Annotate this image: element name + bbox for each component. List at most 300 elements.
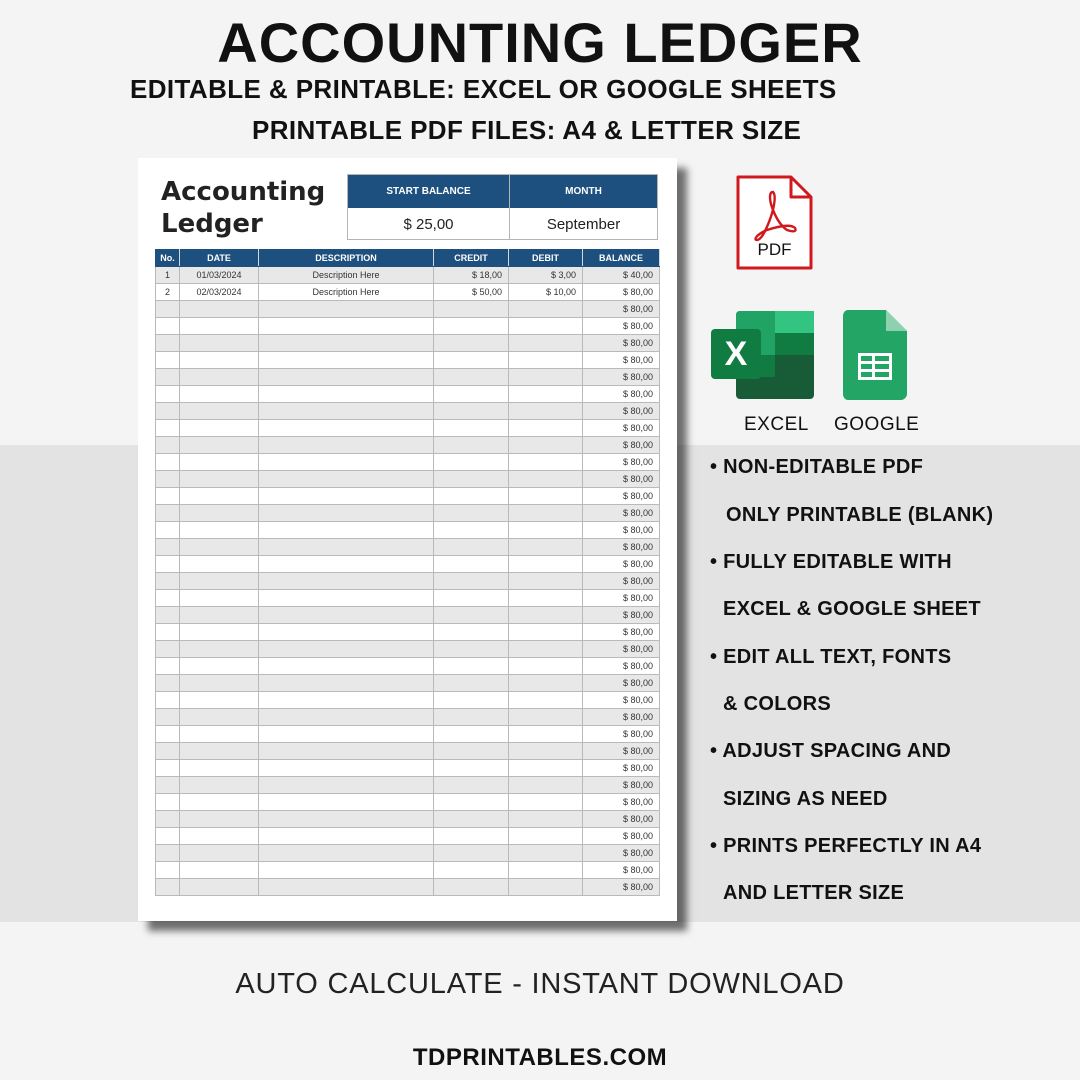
sheet-title-line2: Ledger [161, 209, 263, 239]
cell-date [180, 437, 259, 454]
cell-credit [434, 522, 509, 539]
cell-balance: $ 80,00 [583, 454, 660, 471]
bullet-line-4: EXCEL & GOOGLE SHEET [723, 598, 981, 620]
cell-debit [509, 573, 583, 590]
cell-debit [509, 607, 583, 624]
cell-description [259, 760, 434, 777]
cell-description [259, 454, 434, 471]
cell-balance: $ 80,00 [583, 828, 660, 845]
cell-date [180, 743, 259, 760]
table-row [156, 454, 660, 471]
cell-no [156, 369, 180, 386]
cell-description [259, 539, 434, 556]
cell-date [180, 692, 259, 709]
table-row [156, 301, 660, 318]
cell-date [180, 420, 259, 437]
cell-credit [434, 454, 509, 471]
table-row [156, 471, 660, 488]
cell-no [156, 437, 180, 454]
cell-debit [509, 709, 583, 726]
cell-description: Description Here [259, 284, 434, 301]
cell-no [156, 879, 180, 896]
cell-no [156, 539, 180, 556]
cell-no [156, 471, 180, 488]
ledger-table [155, 249, 660, 896]
table-row [156, 726, 660, 743]
cell-description [259, 811, 434, 828]
cell-date [180, 454, 259, 471]
cell-balance: $ 80,00 [583, 505, 660, 522]
cell-date: 02/03/2024 [180, 284, 259, 301]
cell-debit [509, 811, 583, 828]
cell-no [156, 607, 180, 624]
table-row [156, 777, 660, 794]
table-row [156, 794, 660, 811]
cell-balance: $ 80,00 [583, 420, 660, 437]
bullet-line-1: • NON-EDITABLE PDF [710, 456, 924, 478]
cell-balance: $ 80,00 [583, 352, 660, 369]
cell-no [156, 318, 180, 335]
cell-balance: $ 80,00 [583, 335, 660, 352]
cell-description [259, 590, 434, 607]
table-row [156, 760, 660, 777]
cell-description [259, 607, 434, 624]
cell-date [180, 675, 259, 692]
cell-debit [509, 675, 583, 692]
col-credit: CREDIT [434, 250, 509, 267]
table-row [156, 845, 660, 862]
table-row [156, 692, 660, 709]
cell-debit [509, 352, 583, 369]
cell-balance: $ 80,00 [583, 573, 660, 590]
table-row [156, 590, 660, 607]
cell-description [259, 709, 434, 726]
table-row [156, 420, 660, 437]
cell-description [259, 862, 434, 879]
table-row [156, 675, 660, 692]
cell-balance: $ 80,00 [583, 709, 660, 726]
bullet-line-5: • EDIT ALL TEXT, FONTS [710, 646, 952, 668]
bullet-line-10: AND LETTER SIZE [723, 882, 905, 904]
cell-date [180, 658, 259, 675]
cell-balance: $ 80,00 [583, 760, 660, 777]
cell-no [156, 828, 180, 845]
cell-balance: $ 80,00 [583, 284, 660, 301]
excel-icon [710, 309, 816, 401]
cell-debit [509, 335, 583, 352]
cell-no [156, 454, 180, 471]
table-row [156, 505, 660, 522]
col-balance: BALANCE [583, 250, 660, 267]
cell-no [156, 386, 180, 403]
cell-balance: $ 80,00 [583, 743, 660, 760]
start-balance-label: START BALANCE [348, 175, 509, 208]
cell-credit [434, 335, 509, 352]
cell-no [156, 709, 180, 726]
cell-debit [509, 726, 583, 743]
cell-balance: $ 80,00 [583, 488, 660, 505]
google-label: GOOGLE [834, 414, 920, 435]
cell-credit [434, 488, 509, 505]
cell-credit [434, 777, 509, 794]
cell-date [180, 488, 259, 505]
table-row [156, 437, 660, 454]
table-row [156, 522, 660, 539]
cell-balance: $ 80,00 [583, 641, 660, 658]
cell-credit [434, 539, 509, 556]
cell-no [156, 811, 180, 828]
cell-debit [509, 522, 583, 539]
cell-no [156, 675, 180, 692]
cell-credit: $ 18,00 [434, 267, 509, 284]
cell-date [180, 301, 259, 318]
excel-label: EXCEL [744, 414, 809, 435]
cell-debit: $ 10,00 [509, 284, 583, 301]
cell-no [156, 488, 180, 505]
ledger-sheet [138, 158, 677, 921]
cell-debit [509, 539, 583, 556]
bullet-line-2: ONLY PRINTABLE (BLANK) [726, 504, 994, 526]
table-row [156, 352, 660, 369]
cell-description [259, 505, 434, 522]
cell-description [259, 386, 434, 403]
cell-debit [509, 505, 583, 522]
cell-date [180, 641, 259, 658]
cell-no [156, 420, 180, 437]
start-balance-value: $ 25,00 [403, 215, 454, 233]
cell-balance: $ 80,00 [583, 879, 660, 896]
bullet-line-9: • PRINTS PERFECTLY IN A4 [710, 835, 982, 857]
bullet-line-3: • FULLY EDITABLE WITH [710, 551, 952, 573]
cell-debit [509, 301, 583, 318]
cell-debit [509, 624, 583, 641]
cell-description [259, 352, 434, 369]
cell-credit [434, 403, 509, 420]
cell-date [180, 539, 259, 556]
cell-credit [434, 505, 509, 522]
footer-website: TDPRINTABLES.COM [412, 1044, 668, 1071]
cell-date [180, 760, 259, 777]
cell-no [156, 505, 180, 522]
cell-balance: $ 40,00 [583, 267, 660, 284]
cell-debit [509, 318, 583, 335]
cell-no [156, 352, 180, 369]
cell-description [259, 777, 434, 794]
cell-date [180, 709, 259, 726]
table-row [156, 658, 660, 675]
cell-balance: $ 80,00 [583, 862, 660, 879]
table-row [156, 267, 660, 284]
cell-date [180, 352, 259, 369]
cell-credit [434, 845, 509, 862]
cell-date [180, 811, 259, 828]
cell-no [156, 556, 180, 573]
summary-box [347, 174, 658, 240]
cell-debit [509, 777, 583, 794]
cell-credit [434, 794, 509, 811]
cell-credit [434, 811, 509, 828]
cell-credit: $ 50,00 [434, 284, 509, 301]
cell-balance: $ 80,00 [583, 607, 660, 624]
table-row [156, 862, 660, 879]
cell-balance: $ 80,00 [583, 539, 660, 556]
cell-credit [434, 726, 509, 743]
summary-divider [509, 175, 510, 239]
cell-date [180, 862, 259, 879]
cell-debit [509, 658, 583, 675]
sheet-title-line1: Accounting [161, 177, 326, 207]
cell-credit [434, 573, 509, 590]
cell-credit [434, 369, 509, 386]
cell-no [156, 777, 180, 794]
cell-no [156, 641, 180, 658]
cell-date [180, 845, 259, 862]
month-label: MONTH [510, 175, 657, 208]
cell-description [259, 794, 434, 811]
table-row [156, 879, 660, 896]
cell-credit [434, 301, 509, 318]
ledger-header-row [156, 250, 660, 267]
table-row [156, 624, 660, 641]
cell-credit [434, 471, 509, 488]
cell-description [259, 556, 434, 573]
subtitle-editable: EDITABLE & PRINTABLE: EXCEL OR GOOGLE SHEETS [130, 74, 837, 104]
table-row [156, 573, 660, 590]
cell-date [180, 369, 259, 386]
cell-credit [434, 862, 509, 879]
cell-debit [509, 879, 583, 896]
table-row [156, 386, 660, 403]
cell-description [259, 437, 434, 454]
cell-debit [509, 369, 583, 386]
cell-no [156, 743, 180, 760]
table-row [156, 641, 660, 658]
cell-balance: $ 80,00 [583, 726, 660, 743]
cell-debit [509, 420, 583, 437]
cell-credit [434, 692, 509, 709]
cell-date [180, 505, 259, 522]
table-row [156, 403, 660, 420]
cell-balance: $ 80,00 [583, 386, 660, 403]
cell-date [180, 335, 259, 352]
cell-debit [509, 556, 583, 573]
table-row [156, 539, 660, 556]
cell-description [259, 403, 434, 420]
table-row [156, 488, 660, 505]
cell-description [259, 420, 434, 437]
cell-description [259, 488, 434, 505]
bullet-line-7: • ADJUST SPACING AND [710, 740, 952, 762]
cell-balance: $ 80,00 [583, 318, 660, 335]
cell-date [180, 607, 259, 624]
cell-date [180, 726, 259, 743]
cell-description [259, 522, 434, 539]
pdf-file-icon [735, 174, 814, 271]
cell-description [259, 369, 434, 386]
cell-credit [434, 641, 509, 658]
cell-balance: $ 80,00 [583, 590, 660, 607]
bullet-line-8: SIZING AS NEED [723, 788, 888, 810]
cell-balance: $ 80,00 [583, 556, 660, 573]
cell-debit [509, 454, 583, 471]
cell-debit [509, 403, 583, 420]
cell-balance: $ 80,00 [583, 845, 660, 862]
cell-no [156, 794, 180, 811]
cell-credit [434, 420, 509, 437]
cell-no [156, 692, 180, 709]
cell-description [259, 318, 434, 335]
table-row [156, 318, 660, 335]
table-row [156, 607, 660, 624]
cell-date [180, 777, 259, 794]
cell-no [156, 335, 180, 352]
cell-balance: $ 80,00 [583, 675, 660, 692]
cell-credit [434, 709, 509, 726]
cell-description [259, 828, 434, 845]
cell-balance: $ 80,00 [583, 369, 660, 386]
cell-date [180, 522, 259, 539]
cell-credit [434, 352, 509, 369]
table-row [156, 811, 660, 828]
cell-balance: $ 80,00 [583, 658, 660, 675]
table-row [156, 709, 660, 726]
cell-balance: $ 80,00 [583, 777, 660, 794]
cell-balance: $ 80,00 [583, 471, 660, 488]
cell-credit [434, 590, 509, 607]
cell-description [259, 573, 434, 590]
table-row [156, 369, 660, 386]
table-row [156, 556, 660, 573]
footer-tagline: AUTO CALCULATE - INSTANT DOWNLOAD [235, 968, 845, 1000]
table-row [156, 335, 660, 352]
cell-no [156, 624, 180, 641]
cell-balance: $ 80,00 [583, 794, 660, 811]
subtitle-pdf: PRINTABLE PDF FILES: A4 & LETTER SIZE [252, 115, 802, 145]
cell-credit [434, 879, 509, 896]
cell-date: 01/03/2024 [180, 267, 259, 284]
cell-credit [434, 760, 509, 777]
cell-debit [509, 590, 583, 607]
cell-description [259, 624, 434, 641]
cell-credit [434, 607, 509, 624]
cell-description [259, 641, 434, 658]
cell-debit [509, 488, 583, 505]
cell-date [180, 471, 259, 488]
cell-description [259, 845, 434, 862]
cell-date [180, 573, 259, 590]
month-value: September [546, 215, 621, 233]
cell-balance: $ 80,00 [583, 403, 660, 420]
cell-credit [434, 386, 509, 403]
sheet-title [161, 176, 325, 240]
cell-description [259, 692, 434, 709]
cell-no [156, 862, 180, 879]
cell-date [180, 403, 259, 420]
cell-description [259, 335, 434, 352]
cell-debit [509, 641, 583, 658]
cell-no [156, 522, 180, 539]
cell-description [259, 301, 434, 318]
cell-description [259, 743, 434, 760]
cell-date [180, 590, 259, 607]
cell-no: 2 [156, 284, 180, 301]
cell-date [180, 794, 259, 811]
page-title: ACCOUNTING LEDGER [217, 11, 863, 74]
cell-debit [509, 386, 583, 403]
cell-debit [509, 828, 583, 845]
cell-date [180, 386, 259, 403]
cell-no [156, 301, 180, 318]
cell-date [180, 556, 259, 573]
cell-description [259, 675, 434, 692]
cell-no [156, 658, 180, 675]
cell-debit [509, 471, 583, 488]
cell-debit [509, 692, 583, 709]
cell-debit: $ 3,00 [509, 267, 583, 284]
cell-description [259, 726, 434, 743]
google-sheets-icon [842, 309, 908, 401]
cell-no [156, 726, 180, 743]
cell-no [156, 590, 180, 607]
col-description: DESCRIPTION [259, 250, 434, 267]
col-debit: DEBIT [509, 250, 583, 267]
cell-debit [509, 437, 583, 454]
cell-date [180, 879, 259, 896]
cell-credit [434, 658, 509, 675]
col-no: No. [156, 250, 180, 267]
cell-no [156, 573, 180, 590]
cell-credit [434, 318, 509, 335]
table-row [156, 743, 660, 760]
bullet-line-6: & COLORS [723, 693, 831, 715]
cell-debit [509, 862, 583, 879]
svg-text:X: X [724, 335, 748, 373]
cell-description: Description Here [259, 267, 434, 284]
cell-debit [509, 794, 583, 811]
cell-credit [434, 675, 509, 692]
cell-balance: $ 80,00 [583, 692, 660, 709]
cell-description [259, 471, 434, 488]
cell-debit [509, 760, 583, 777]
cell-date [180, 624, 259, 641]
table-row [156, 828, 660, 845]
cell-balance: $ 80,00 [583, 301, 660, 318]
cell-balance: $ 80,00 [583, 811, 660, 828]
cell-credit [434, 828, 509, 845]
table-row [156, 284, 660, 301]
cell-no [156, 403, 180, 420]
cell-balance: $ 80,00 [583, 624, 660, 641]
cell-description [259, 658, 434, 675]
col-date: DATE [180, 250, 259, 267]
cell-credit [434, 437, 509, 454]
cell-no: 1 [156, 267, 180, 284]
cell-debit [509, 845, 583, 862]
cell-date [180, 828, 259, 845]
cell-credit [434, 624, 509, 641]
cell-no [156, 760, 180, 777]
cell-date [180, 318, 259, 335]
ledger-body [156, 267, 660, 896]
cell-credit [434, 743, 509, 760]
cell-debit [509, 743, 583, 760]
cell-balance: $ 80,00 [583, 522, 660, 539]
cell-credit [434, 556, 509, 573]
cell-no [156, 845, 180, 862]
cell-balance: $ 80,00 [583, 437, 660, 454]
pdf-label: PDF [757, 240, 792, 259]
cell-description [259, 879, 434, 896]
